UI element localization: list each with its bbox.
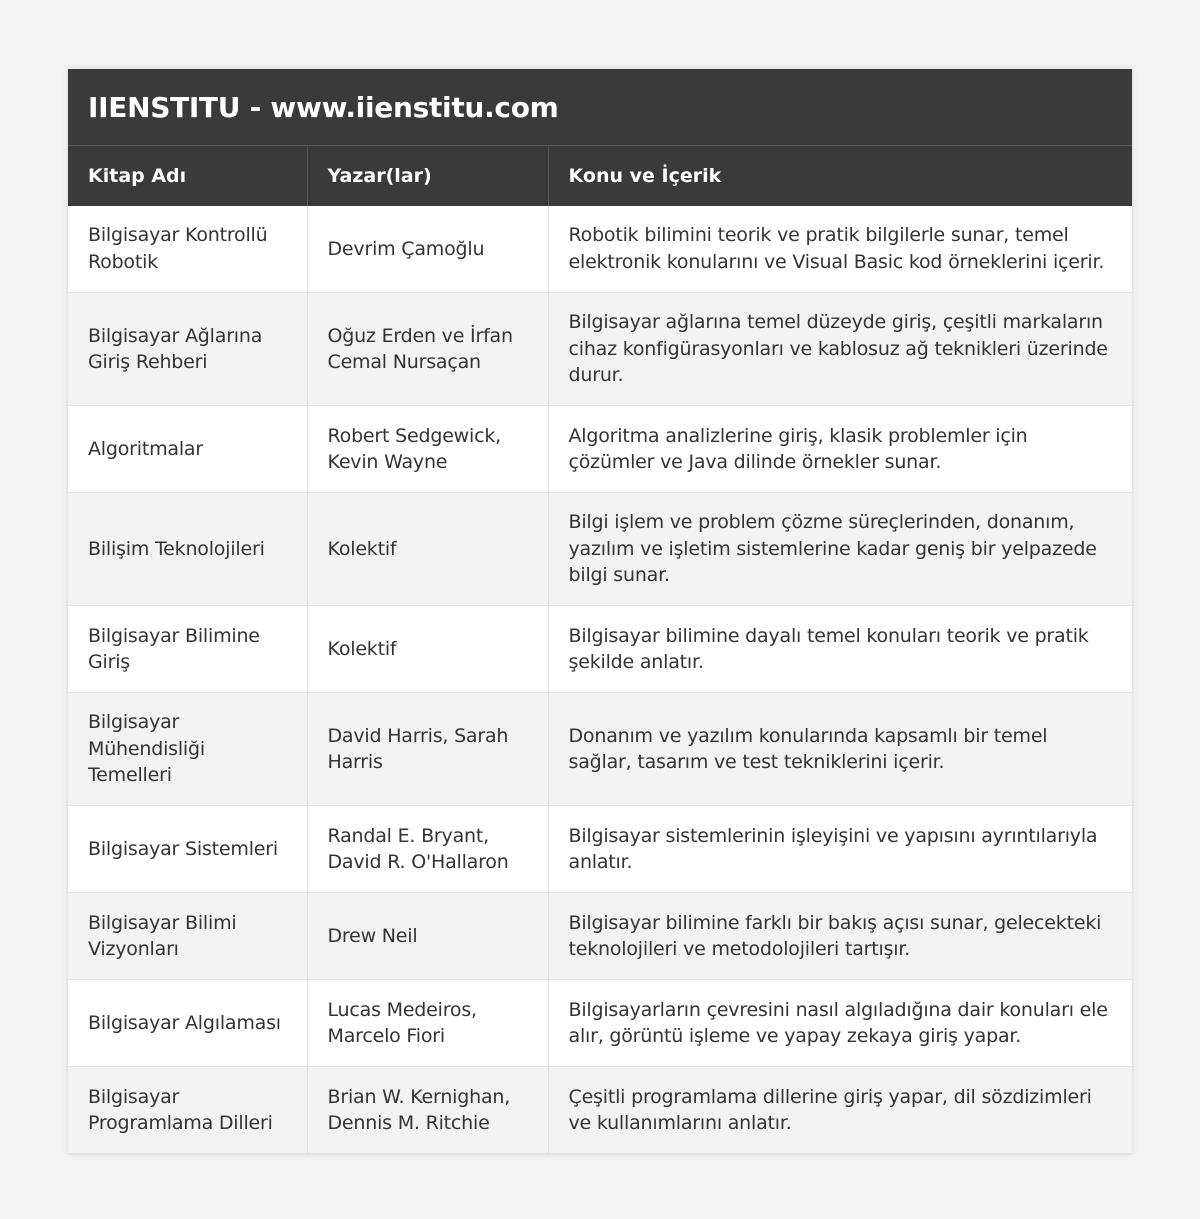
author-cell: Devrim Çamoğlu [307,206,548,293]
author-cell: David Harris, Sarah Harris [307,693,548,806]
table-row [68,1067,1132,1154]
book-cell: Bilgisayar Algılaması [68,980,307,1067]
author-cell: Kolektif [307,493,548,606]
table-row [68,206,1132,293]
table-row [68,806,1132,893]
content-cell: Çeşitli programlama dillerine giriş yapar, dil sözdizimleri ve kullanımlarını anlatır. [548,1067,1132,1154]
table-row [68,606,1132,693]
author-cell: Lucas Medeiros, Marcelo Fiori [307,980,548,1067]
table-row [68,406,1132,493]
author-cell: Oğuz Erden ve İrfan Cemal Nursaçan [307,293,548,406]
book-cell: Bilgisayar Mühendisliği Temelleri [68,693,307,806]
header-row [68,146,1132,206]
content-cell: Bilgisayar bilimine farklı bir bakış açısı sunar, gelecekteki teknolojileri ve metodolojileri tartışır. [548,893,1132,980]
books-table [68,145,1132,1154]
content-cell: Algoritma analizlerine giriş, klasik problemler için çözümler ve Java dilinde örnekler sunar. [548,406,1132,493]
content-cell: Bilgisayar bilimine dayalı temel konuları teorik ve pratik şekilde anlatır. [548,606,1132,693]
author-cell: Robert Sedgewick, Kevin Wayne [307,406,548,493]
column-header-author: Yazar(lar) [307,146,548,206]
content-cell: Bilgisayar sistemlerinin işleyişini ve yapısını ayrıntılarıyla anlatır. [548,806,1132,893]
book-cell: Bilgisayar Kontrollü Robotik [68,206,307,293]
content-cell: Bilgi işlem ve problem çözme süreçlerinden, donanım, yazılım ve işletim sistemlerine kadar geniş bir yelpazede bilgi sunar. [548,493,1132,606]
book-cell: Bilgisayar Programlama Dilleri [68,1067,307,1154]
author-cell: Brian W. Kernighan, Dennis M. Ritchie [307,1067,548,1154]
content-cell: Robotik bilimini teorik ve pratik bilgilerle sunar, temel elektronik konularını ve Visual Basic kod örneklerini içerir. [548,206,1132,293]
table-row [68,893,1132,980]
book-cell: Bilgisayar Sistemleri [68,806,307,893]
books-table-card [68,69,1132,1154]
table-title: IIENSTITU - www.iienstitu.com [68,69,1132,145]
book-cell: Bilgisayar Bilimi Vizyonları [68,893,307,980]
author-cell: Randal E. Bryant, David R. O'Hallaron [307,806,548,893]
column-header-content: Konu ve İçerik [548,146,1132,206]
table-row [68,493,1132,606]
content-cell: Bilgisayarların çevresini nasıl algıladığına dair konuları ele alır, görüntü işleme ve yapay zekaya giriş yapar. [548,980,1132,1067]
content-cell: Bilgisayar ağlarına temel düzeyde giriş, çeşitli markaların cihaz konfigürasyonları ve kablosuz ağ teknikleri üzerinde durur. [548,293,1132,406]
table-row [68,693,1132,806]
content-cell: Donanım ve yazılım konularında kapsamlı bir temel sağlar, tasarım ve test tekniklerini içerir. [548,693,1132,806]
table-row [68,980,1132,1067]
book-cell: Algoritmalar [68,406,307,493]
book-cell: Bilgisayar Ağlarına Giriş Rehberi [68,293,307,406]
author-cell: Drew Neil [307,893,548,980]
table-row [68,293,1132,406]
author-cell: Kolektif [307,606,548,693]
book-cell: Bilişim Teknolojileri [68,493,307,606]
column-header-book: Kitap Adı [68,146,307,206]
book-cell: Bilgisayar Bilimine Giriş [68,606,307,693]
